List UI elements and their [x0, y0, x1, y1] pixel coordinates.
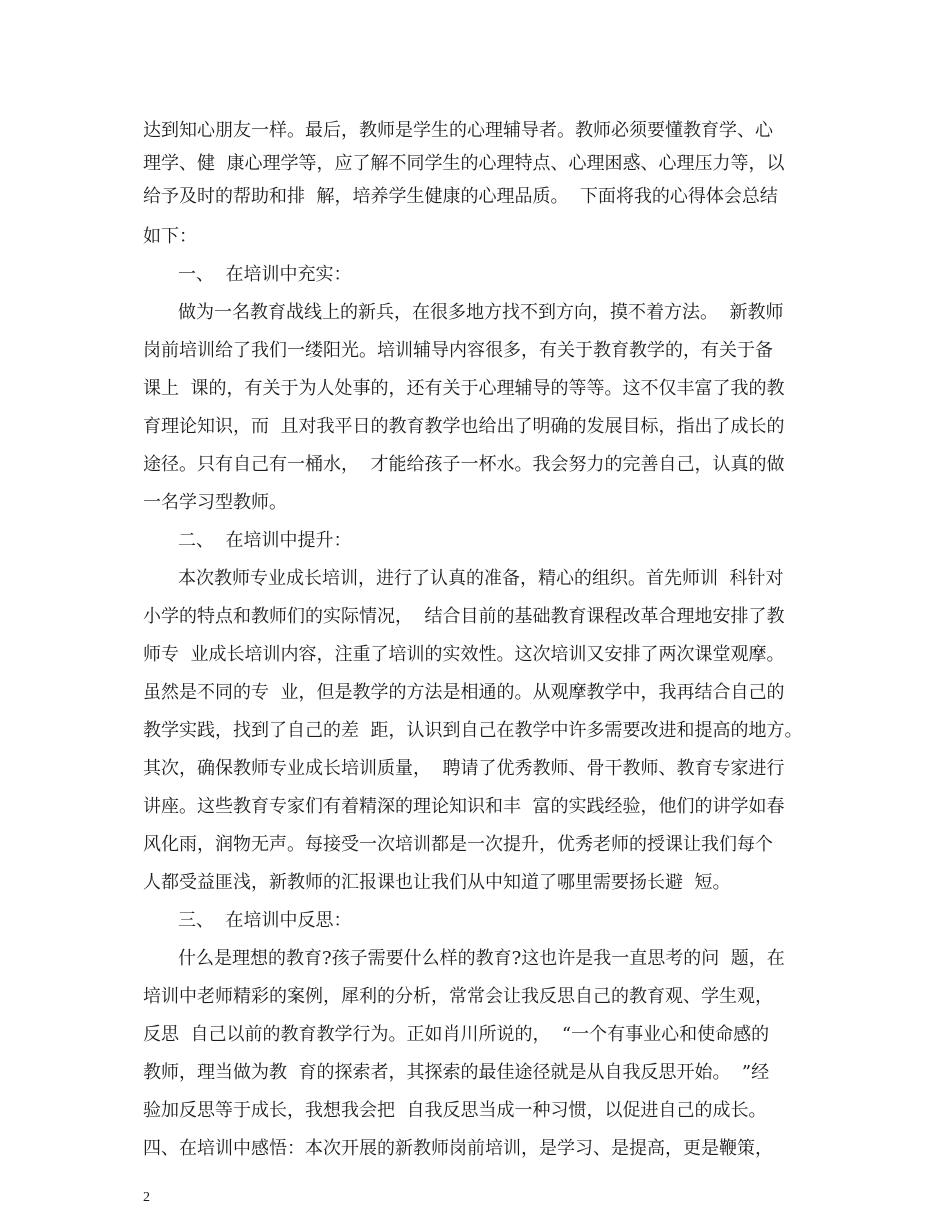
section-heading: 二、 在培训中提升： — [178, 530, 352, 551]
text-line: 如下： — [143, 226, 197, 247]
text-line: 风化雨，润物无声。每接受一次培训都是一次提升，优秀老师的授课让我们每个 — [143, 834, 773, 855]
text-line: 四、在培训中感悟：本次开展的新教师岗前培训，是学习、是提高，更是鞭策， — [143, 1138, 773, 1159]
text-line: 人都受益匪浅，新教师的汇报课也让我们从中知道了哪里需要扬长避 短。 — [143, 872, 731, 893]
text-line: 课上 课的，有关于为人处事的，还有关于心理辅导的等等。这不仅丰富了我的教 — [143, 378, 785, 399]
text-line: 反思 自己以前的教育教学行为。正如肖川所说的， “一个有事业心和使命感的 — [143, 1024, 770, 1045]
text-line: 一名学习型教师。 — [143, 492, 287, 513]
text-line: 达到知心朋友一样。最后，教师是学生的心理辅导者。教师必须要懂教育学、心 — [143, 120, 773, 141]
text-line: 本次教师专业成长培训，进行了认真的准备，精心的组织。首先师训 科针对 — [178, 568, 784, 589]
text-line: 培训中老师精彩的案例，犀利的分析，常常会让我反思自己的教育观、学生观， — [143, 986, 773, 1007]
text-line: 做为一名教育战线上的新兵，在很多地方找不到方向，摸不着方法。 新教师 — [178, 302, 784, 323]
text-line: 岗前培训给了我们一缕阳光。培训辅导内容很多，有关于教育教学的，有关于备 — [143, 340, 773, 361]
text-line: 师专 业成长培训内容，注重了培训的实效性。这次培训又安排了两次课堂观摩。 — [143, 644, 785, 665]
text-line: 其次，确保教师专业成长培训质量， 聘请了优秀教师、骨干教师、教育专家进行 — [143, 758, 785, 779]
page-number: 2 — [143, 1190, 150, 1205]
text-line: 虽然是不同的专 业，但是教学的方法是相通的。从观摩教学中，我再结合自己的 — [143, 682, 785, 703]
text-line: 理学、健 康心理学等，应了解不同学生的心理特点、心理困惑、心理压力等，以 — [143, 153, 785, 174]
text-line: 途径。只有自己有一桶水， 才能给孩子一杯水。我会努力的完善自己，认真的做 — [143, 454, 785, 475]
text-line: 教学实践，找到了自己的差 距，认识到自己在教学中许多需要改进和提高的地方。 — [143, 720, 803, 741]
text-line: 教师，理当做为教 育的探索者，其探索的最佳途径就是从自我反思开始。 ”经 — [143, 1062, 770, 1083]
text-line: 育理论知识，而 且对我平日的教育教学也给出了明确的发展目标，指出了成长的 — [143, 416, 785, 437]
section-heading: 三、 在培训中反思： — [178, 910, 352, 931]
section-heading: 一、 在培训中充实： — [178, 264, 352, 285]
text-line: 小学的特点和教师们的实际情况， 结合目前的基础教育课程改革合理地安排了教 — [143, 606, 785, 627]
text-line: 讲座。这些教育专家们有着精深的理论知识和丰 富的实践经验，他们的讲学如春 — [143, 796, 785, 817]
text-line: 验加反思等于成长，我想我会把 自我反思当成一种习惯，以促进自己的成长。 — [143, 1100, 767, 1121]
text-line: 给予及时的帮助和排 解，培养学生健康的心理品质。 下面将我的心得体会总结 — [143, 186, 778, 207]
text-line: 什么是理想的教育?孩子需要什么样的教育?这也许是我一直思考的问 题，在 — [178, 948, 785, 969]
